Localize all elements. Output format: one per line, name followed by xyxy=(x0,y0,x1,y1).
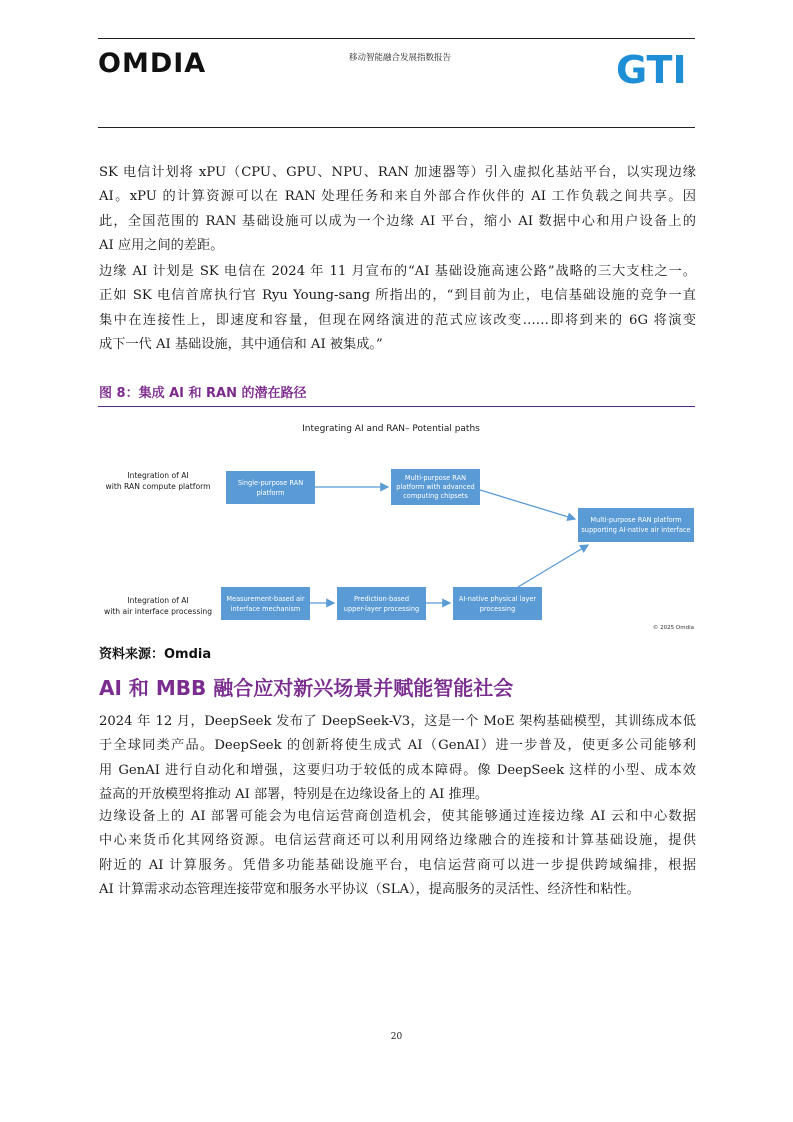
box-text-line: platform xyxy=(256,489,285,497)
omdia-logo-text: OMDIA xyxy=(98,48,207,76)
omdia-logo xyxy=(98,48,210,76)
text-line: AI。xPU 的计算资源可以在 RAN 处理任务和来自外部合作伙伴的 AI 工作负载之间共享。因 xyxy=(99,189,696,205)
row-label-ran-compute-line1: Integration of AI xyxy=(127,471,189,480)
figure-source: 资料来源：Omdia xyxy=(99,647,212,662)
text-line: 集中在连接性上，即速度和容量，但现在网络演进的范式应该改变……即将到来的 6G 将演变 xyxy=(99,312,696,328)
page-number: 20 xyxy=(390,1032,403,1042)
arrow-physical-to-ai-native-platform xyxy=(518,545,588,587)
body-paragraph-2 xyxy=(99,260,696,358)
gti-logo xyxy=(616,47,696,89)
text-line: 于全球同类产品。DeepSeek 的创新将使生成式 AI（GenAI）进一步普及，使更多公司能够利 xyxy=(99,738,696,754)
text-line: 边缘设备上的 AI 部署可能会为电信运营商创造机会，使其能够通过连接边缘 AI 云和中心数据 xyxy=(99,809,696,824)
diagram-copyright: © 2025 Omdia xyxy=(652,625,694,631)
box-ai-native-physical-layer xyxy=(453,587,542,620)
body-paragraph-1 xyxy=(99,161,696,259)
box-measurement-based-air-interface xyxy=(221,587,310,620)
arrow-multi-to-ai-native-platform xyxy=(480,490,575,519)
box-prediction-based-processing xyxy=(337,587,426,620)
box-text-line: upper-layer processing xyxy=(343,605,420,613)
text-line: 用 GenAI 进行自动化和增强，这要归功于较低的成本障碍。像 DeepSeek 这样的小型、成本效 xyxy=(99,762,696,778)
text-line: 成下一代 AI 基础设施，其中通信和 AI 被集成。” xyxy=(99,337,383,353)
box-text-line: Single-purpose RAN xyxy=(237,479,304,487)
figure-caption: 图 8：集成 AI 和 RAN 的潜在路径 xyxy=(99,386,307,401)
row-label-air-interface-line1: Integration of AI xyxy=(127,596,189,605)
text-line: 益高的开放模型将推动 AI 部署，特别是在边缘设备上的 AI 推理。 xyxy=(99,787,489,803)
text-line: 边缘 AI 计划是 SK 电信在 2024 年 11 月宣布的“AI 基础设施高速公路”战略的三大支柱之一。 xyxy=(99,264,696,279)
box-text-line: interface mechanism xyxy=(230,605,301,613)
text-line: 中心来货币化其网络资源。电信运营商还可以利用网络边缘融合的连接和计算基础设施，提供 xyxy=(99,833,696,849)
section-paragraph-2 xyxy=(99,805,696,903)
text-line: 正如 SK 电信首席执行官 Ryu Young-sang 所指出的，“到目前为止，电信基础设施的竞争一直 xyxy=(99,288,696,304)
text-line: 此，全国范围的 RAN 基础设施可以成为一个边缘 AI 平台，缩小 AI 数据中心和用户设备上的 xyxy=(99,213,696,229)
box-text-line: Measurement-based air xyxy=(226,595,305,603)
header-top-rule xyxy=(98,38,695,39)
box-text-line: Multi-purpose RAN platform xyxy=(590,516,682,524)
header-title: 移动智能融合发展指数报告 xyxy=(348,53,451,63)
box-text-line: supporting AI-native air interface xyxy=(581,526,691,534)
text-line: 2024 年 12 月，DeepSeek 发布了 DeepSeek-V3，这是一个 MoE 架构基础模型，其训练成本低 xyxy=(99,714,696,729)
box-text-line: AI-native physical layer xyxy=(458,595,537,603)
box-text-line: platform with advanced xyxy=(396,483,475,491)
row-label-ran-compute-line2: with RAN compute platform xyxy=(105,482,211,491)
row-label-air-interface-line2: with air interface processing xyxy=(103,607,213,616)
text-line: 附近的 AI 计算服务。凭借多功能基础设施平台，电信运营商可以进一步提供跨域编排，根据 xyxy=(99,857,696,873)
box-single-purpose-ran xyxy=(226,471,315,504)
gti-logo-text: GTI xyxy=(616,48,687,89)
box-multi-purpose-ran xyxy=(391,469,480,505)
ai-ran-paths-diagram xyxy=(98,416,695,634)
header-bottom-rule xyxy=(98,127,695,128)
section-paragraph-1 xyxy=(99,710,696,808)
box-text-line: computing chipsets xyxy=(403,492,468,500)
box-text-line: processing xyxy=(479,605,516,613)
text-line: AI 计算需求动态管理连接带宽和服务水平协议（SLA），提高服务的灵活性、经济性和粘性。 xyxy=(99,882,640,898)
box-text-line: Prediction-based xyxy=(353,595,410,603)
box-text-line: Multi-purpose RAN xyxy=(404,474,467,482)
text-line: AI 应用之间的差距。 xyxy=(99,238,224,254)
box-ai-native-air-interface-platform xyxy=(578,508,694,542)
section-heading: AI 和 MBB 融合应对新兴场景并赋能智能社会 xyxy=(99,676,514,700)
text-line: SK 电信计划将 xPU（CPU、GPU、NPU、RAN 加速器等）引入虚拟化基站平台，以实现边缘 xyxy=(99,165,696,180)
diagram-title: Integrating AI and RAN– Potential paths xyxy=(302,424,480,434)
figure-caption-rule xyxy=(98,406,695,407)
